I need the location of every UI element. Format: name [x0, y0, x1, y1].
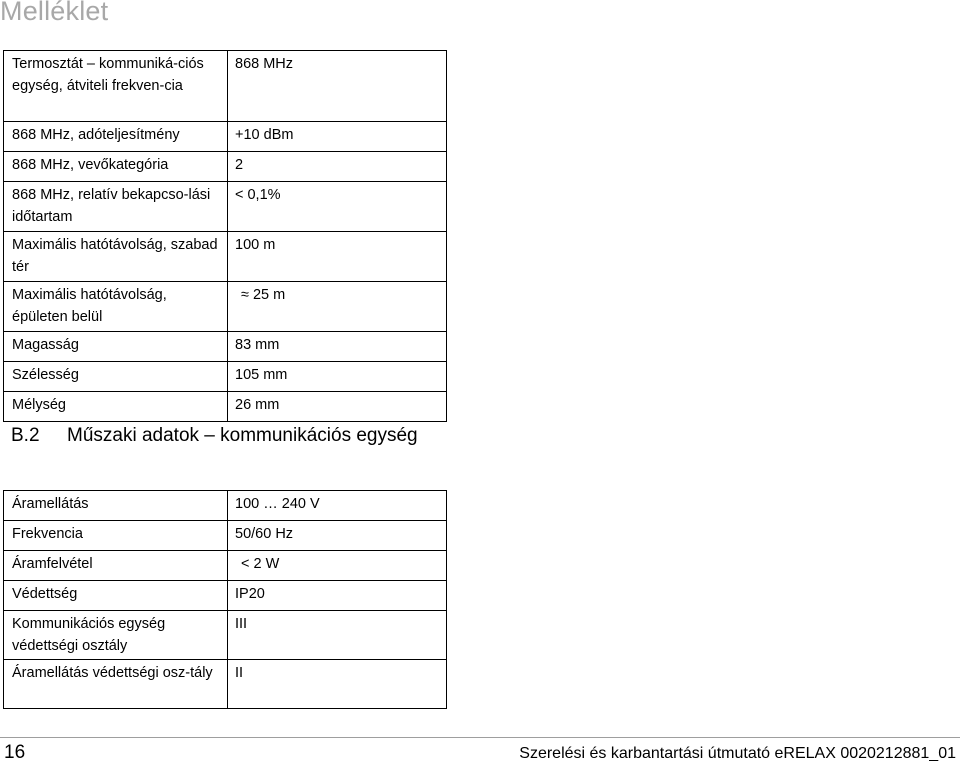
- row-value: < 2 W: [228, 551, 447, 581]
- row-label: Áramellátás: [4, 491, 228, 521]
- table-row: [4, 152, 447, 182]
- row-label: Magasság: [4, 332, 228, 362]
- row-value: 105 mm: [228, 362, 447, 392]
- table-row: [4, 581, 447, 611]
- row-label: Védettség: [4, 581, 228, 611]
- row-label: Maximális hatótávolság, épületen belül: [4, 282, 228, 332]
- table-row: [4, 232, 447, 282]
- section-title: Műszaki adatok – kommunikációs egység: [67, 425, 418, 446]
- row-label: Áramfelvétel: [4, 551, 228, 581]
- table-row: [4, 51, 447, 122]
- row-value: 868 MHz: [228, 51, 447, 122]
- row-label: 868 MHz, vevőkategória: [4, 152, 228, 182]
- row-label: Mélység: [4, 392, 228, 422]
- footer-divider: [0, 737, 960, 738]
- row-value: IP20: [228, 581, 447, 611]
- row-value: 26 mm: [228, 392, 447, 422]
- row-value: 100 … 240 V: [228, 491, 447, 521]
- row-label: Maximális hatótávolság, szabad tér: [4, 232, 228, 282]
- row-value: III: [228, 611, 447, 660]
- row-value: 83 mm: [228, 332, 447, 362]
- row-label: Szélesség: [4, 362, 228, 392]
- row-label: Frekvencia: [4, 521, 228, 551]
- table-row: [4, 521, 447, 551]
- table-row: [4, 362, 447, 392]
- table-row: [4, 392, 447, 422]
- table-row: [4, 551, 447, 581]
- row-value: 2: [228, 152, 447, 182]
- table-row: [4, 122, 447, 152]
- page-number: 16: [4, 742, 26, 763]
- row-label: Kommunikációs egység védettségi osztály: [4, 611, 228, 660]
- row-value: < 0,1%: [228, 182, 447, 232]
- specs-table-thermostat: [3, 50, 447, 422]
- row-label: Termosztát – kommuniká-ciós egység, átviteli frekven-cia: [4, 51, 228, 122]
- document-title: Szerelési és karbantartási útmutató eRELAX 0020212881_01: [519, 745, 956, 762]
- row-value: ≈ 25 m: [228, 282, 447, 332]
- table-row: [4, 332, 447, 362]
- specs-table-communication-unit: [3, 490, 447, 709]
- row-value: II: [228, 660, 447, 709]
- table-row: [4, 611, 447, 660]
- row-value: +10 dBm: [228, 122, 447, 152]
- section-caption: [11, 425, 418, 447]
- row-label: Áramellátás védettségi osz-tály: [4, 660, 228, 709]
- row-value: 50/60 Hz: [228, 521, 447, 551]
- row-label: 868 MHz, relatív bekapcso-lási időtartam: [4, 182, 228, 232]
- table-row: [4, 182, 447, 232]
- table-row: [4, 660, 447, 709]
- section-number: B.2: [11, 425, 40, 446]
- table-row: [4, 491, 447, 521]
- row-value: 100 m: [228, 232, 447, 282]
- row-label: 868 MHz, adóteljesítmény: [4, 122, 228, 152]
- table-row: [4, 282, 447, 332]
- page-heading: Melléklet: [0, 0, 109, 26]
